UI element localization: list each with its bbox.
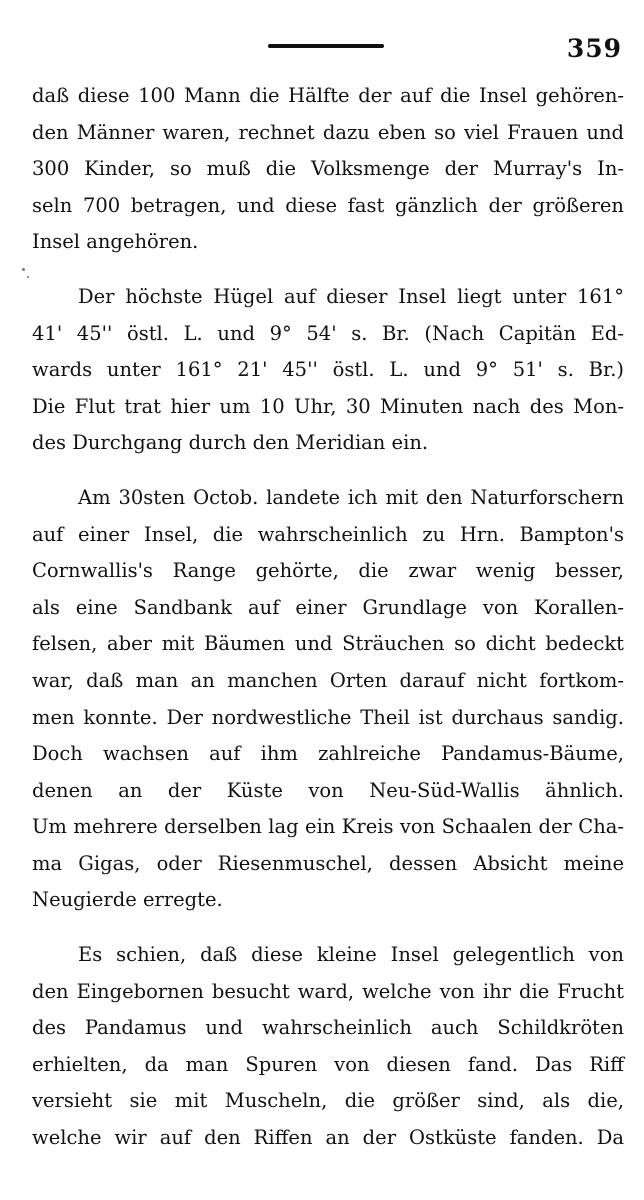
page-number: 359 xyxy=(566,34,622,63)
paragraph xyxy=(32,480,624,919)
paragraph xyxy=(32,279,624,462)
text-line: auf einer Insel, die wahrscheinlich zu Hrn. Bampton's xyxy=(32,522,624,546)
text-line: erhielten, da man Spuren von diesen fand. Das Riff xyxy=(32,1052,624,1076)
text-line: denen an der Küste von Neu-Süd-Wallis ähnlich. xyxy=(32,778,624,802)
paragraph xyxy=(32,78,624,261)
text-line: Cornwallis's Range gehörte, die zwar wenig besser, xyxy=(32,559,624,583)
text-line: als eine Sandbank auf einer Grundlage von Korallen- xyxy=(32,595,624,619)
ink-speck xyxy=(22,268,25,271)
text-line: versieht sie mit Muscheln, die größer sind, als die, xyxy=(32,1089,624,1113)
text-line: den Eingebornen besucht ward, welche von ihr die Frucht xyxy=(32,979,624,1003)
text-line: seln 700 betragen, und diese fast gänzlich der größeren xyxy=(32,193,624,217)
text-line: ma Gigas, oder Riesenmuschel, dessen Absicht meine xyxy=(32,851,624,875)
text-line: Am 30sten Octob. landete ich mit den Naturforschern xyxy=(78,485,624,509)
text-line: wards unter 161° 21' 45'' östl. L. und 9° 51' s. Br.) xyxy=(32,358,624,382)
text-line: den Männer waren, rechnet dazu eben so viel Frauen und xyxy=(32,120,624,144)
text-line: Um mehrere derselben lag ein Kreis von Schaalen der Cha- xyxy=(32,815,624,839)
text-line: Der höchste Hügel auf dieser Insel liegt unter 161° xyxy=(78,284,624,308)
text-line: Die Flut trat hier um 10 Uhr, 30 Minuten nach des Mon- xyxy=(32,394,624,418)
text-line: men konnte. Der nordwestliche Theil ist durchaus sandig. xyxy=(32,705,624,729)
text-line: Neugierde erregte. xyxy=(32,888,223,912)
header-rule xyxy=(268,44,384,48)
text-line: felsen, aber mit Bäumen und Sträuchen so dicht bedeckt xyxy=(32,632,624,656)
body-text xyxy=(32,78,624,1157)
text-line: welche wir auf den Riffen an der Ostküste fanden. Da xyxy=(32,1126,624,1150)
text-line: Insel angehören. xyxy=(32,230,199,254)
text-line: des Pandamus und wahrscheinlich auch Schildkröten xyxy=(32,1016,624,1040)
text-line: 41' 45'' östl. L. und 9° 54' s. Br. (Nach Capitän Ed- xyxy=(32,321,624,345)
ink-speck xyxy=(27,276,29,278)
text-line: war, daß man an manchen Orten darauf nicht fortkom- xyxy=(32,668,624,692)
text-line: 300 Kinder, so muß die Volksmenge der Murray's In- xyxy=(32,157,624,181)
text-line: Doch wachsen auf ihm zahlreiche Pandamus-Bäume, xyxy=(32,742,624,766)
paragraph xyxy=(32,937,624,1157)
text-line: des Durchgang durch den Meridian ein. xyxy=(32,431,429,455)
text-line: daß diese 100 Mann die Hälfte der auf die Insel gehören- xyxy=(32,84,624,107)
text-line: Es schien, daß diese kleine Insel gelegentlich von xyxy=(78,943,624,967)
